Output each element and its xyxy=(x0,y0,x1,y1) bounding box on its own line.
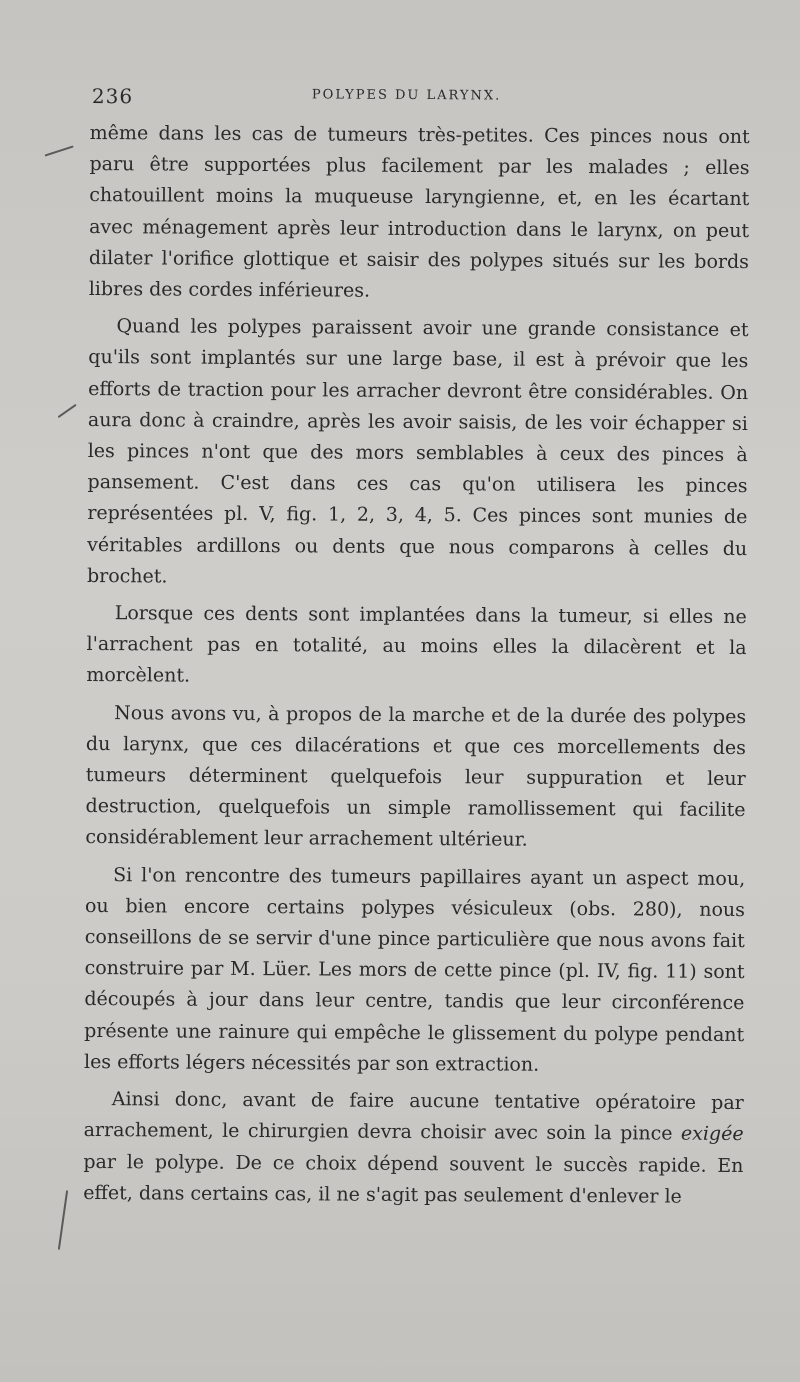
pencil-mark xyxy=(45,145,74,156)
pencil-mark xyxy=(58,404,77,418)
pencil-mark xyxy=(58,1190,68,1250)
paragraph: même dans les cas de tumeurs très-petites. Ces pinces nous ont paru être supportées plus facilement par les malades ; elles chatouillent moins la muqueuse laryngienne, et, en les écartant avec ménagement après leur introduction dans le larynx, on peut dilater l'orifice glottique et saisir des polypes situés sur les bords libres des cordes inférieures. xyxy=(88,121,750,302)
page-header xyxy=(90,84,750,122)
paragraph: Quand les polypes paraissent avoir une grande consistance et qu'ils sont implantés sur une large base, il est à prévoir que les efforts de traction pour les arracher devront être considérables. On aura donc à craindre, après les avoir saisis, de les voir échapper si les pinces n'ont que des mors semblables à ceux des pinces à pansement. C'est dans ces cas qu'on utilisera les pinces représentées pl. V, fig. 1, 2, 3, 4, 5. Ces pinces sont munies de véritables ardillons ou dents que nous comparons à celles du brochet. xyxy=(86,315,749,588)
paragraph: Nous avons vu, à propos de la marche et de la durée des polypes du larynx, que ces dilacérations et que ces morcellements des tumeurs déterminent quelquefois leur suppuration et leur destruction, quelquefois un simple ramollissement qui facilite considérablement leur arrachement ultérieur. xyxy=(85,701,747,852)
paragraph: Si l'on rencontre des tumeurs papillaires ayant un aspect mou, ou bien encore certains polypes vésiculeux (obs. 280), nous conseillons de se servir d'une pince particulière que nous avons fait construire par M. Lüer. Les mors de cette pince (pl. IV, fig. 11) sont découpés à jour dans leur centre, tandis que leur circonférence présente une rainure qui empêche le glissement du polype pendant les efforts légers nécessités par son extraction. xyxy=(83,863,746,1076)
paragraph: Lorsque ces dents sont implantées dans la tumeur, si elles ne l'arrachent pas en totalité, au moins elles la dilacèrent et la morcèlent. xyxy=(86,602,747,688)
italic-word: exigée xyxy=(680,1122,744,1146)
text-block xyxy=(83,84,750,1219)
text-run: Ainsi donc, avant de faire aucune tentative opératoire par arrachement, le chirurgien devra choisir avec soin la pince xyxy=(83,1088,744,1145)
page-number: 236 xyxy=(91,84,134,109)
text-run: par le polype. De ce choix dépend souvent le succès rapide. En effet, dans certains cas, il ne s'agit pas seulement d'enlever le xyxy=(83,1150,744,1208)
paragraph-last xyxy=(83,1084,744,1213)
running-title: POLYPES DU LARYNX. xyxy=(311,87,502,104)
